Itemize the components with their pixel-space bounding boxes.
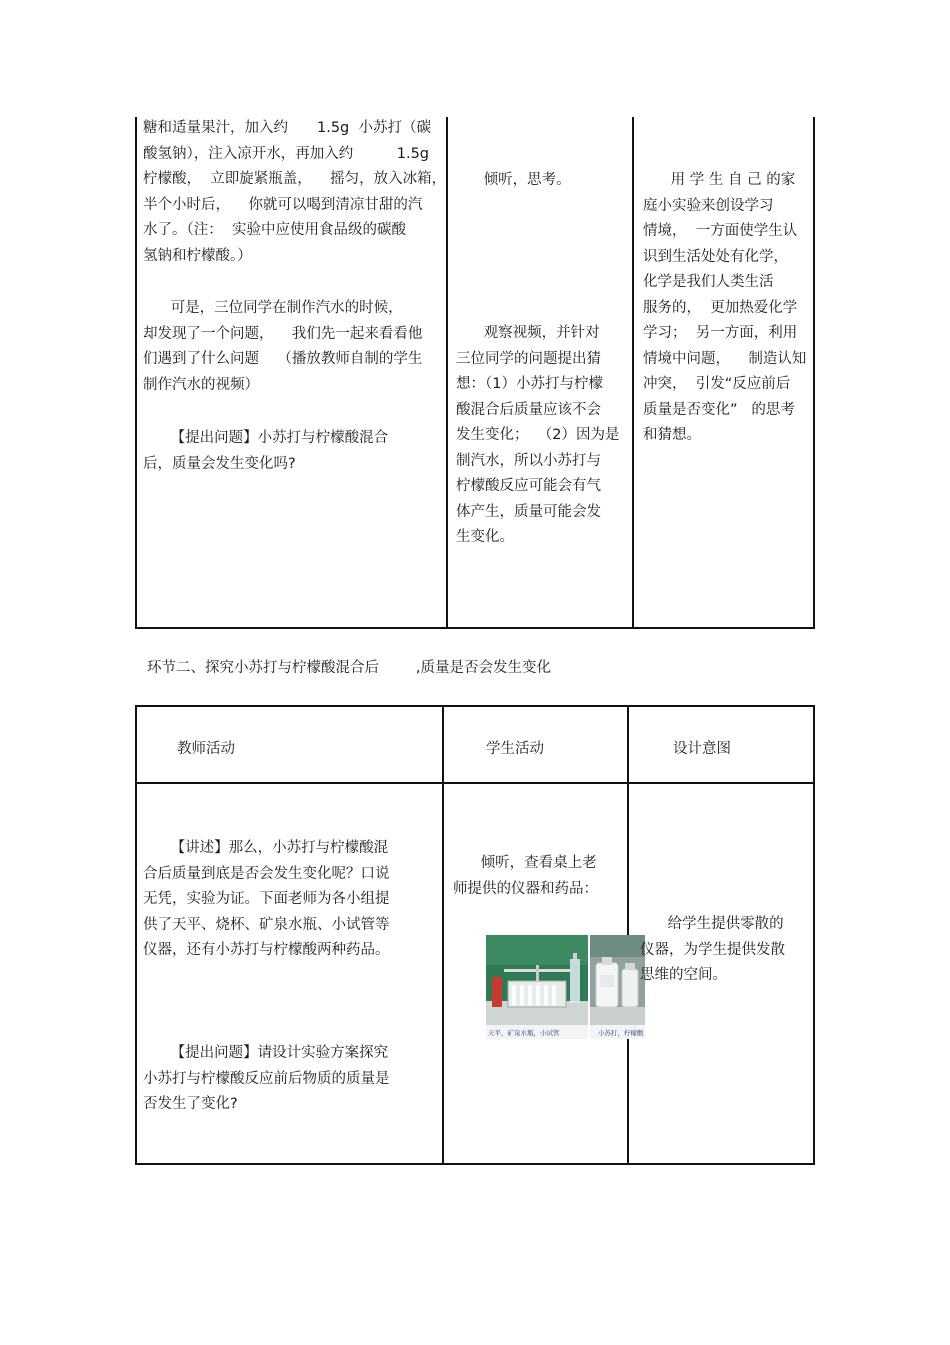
text-line: 观察视频，并针对: [456, 325, 600, 341]
text-line: 生变化。: [456, 529, 514, 545]
text-line: 想：（1）小苏打与柠檬: [456, 376, 603, 392]
text-line: 冲突， 引发“反应前后: [643, 376, 791, 392]
chemicals-photo-image: [590, 935, 645, 1039]
text-line: 发生变化； （2）因为是: [456, 427, 620, 443]
section-heading: 环节二、探究小苏打与柠檬酸混合后 ,质量是否会发生变化: [147, 660, 551, 676]
text-line: 服务的， 更加热爱化学: [643, 299, 798, 316]
text-line: 却发现了一个问题， 我们先一起来看看他: [143, 325, 423, 342]
table-1-divider-1: [446, 117, 448, 628]
text-line: 否发生了变化?: [143, 1096, 238, 1112]
text-line: 酸混合后质量应该不会: [456, 401, 601, 418]
table-2-right-border: [813, 705, 815, 1165]
text-line: 倾听，查看桌上老: [453, 855, 597, 871]
text-line: 给学生提供零散的: [640, 916, 784, 932]
balance-equipment-photo: [486, 935, 588, 1039]
text-line: 酸氢钠），注入凉开水，再加入约 1.5g: [143, 145, 430, 162]
text-line: 和猜想。: [643, 427, 701, 443]
text-line: 化学是我们人类生活: [643, 274, 774, 290]
text-line: 们遇到了什么问题 （播放教师自制的学生: [143, 351, 423, 367]
text-line: 制汽水，所以小苏打与: [456, 452, 601, 469]
text-line: 【讲述】那么，小苏打与柠檬酸混: [143, 840, 389, 856]
text-line: 仪器，还有小苏打与柠檬酸两种药品。: [143, 942, 390, 958]
table-2-divider-1: [442, 705, 444, 1165]
text-line: 合后质量到底是否会发生变化呢？口说: [143, 865, 390, 882]
text-line: 半个小时后， 你就可以喝到清凉甘甜的汽: [143, 196, 423, 213]
balance-equipment-photo-image: [486, 935, 588, 1039]
photo-caption: 小苏打，柠檬酸: [598, 1029, 644, 1037]
text-line: 思维的空间。: [640, 967, 727, 983]
text-line: 庭小实验来创设学习: [643, 197, 774, 214]
text-line: 糖和适量果汁，加入约 1.5g 小苏打（碳: [143, 120, 431, 136]
text-line: 小苏打与柠檬酸反应前后物质的质量是: [143, 1070, 390, 1087]
text-line: 用 学 生 自 己 的家: [643, 172, 796, 188]
table-1-right-border: [813, 117, 815, 628]
table-2-left-border: [135, 705, 137, 1165]
text-line: 【提出问题】小苏打与柠檬酸混合: [143, 430, 389, 446]
table-1-divider-2: [632, 117, 634, 628]
text-line: 柠檬酸反应可能会有气: [456, 478, 601, 494]
text-line: 体产生，质量可能会发: [456, 503, 601, 520]
text-line: 师提供的仪器和药品：: [453, 880, 598, 897]
table-1-bottom-border: [135, 627, 815, 629]
table-1-left-border: [135, 117, 137, 628]
text-line: 【提出问题】请设计实验方案探究: [143, 1045, 389, 1061]
photo-caption: 天平，矿泉水瓶，小试管: [488, 1029, 560, 1037]
text-line: 质量是否变化” 的思考: [643, 401, 795, 418]
text-line: 柠檬酸， 立即旋紧瓶盖， 摇匀，放入冰箱，: [143, 171, 447, 187]
text-line: 学习； 另一方面，利用: [643, 325, 798, 341]
text-line: 无凭，实验为证。下面老师为各小组提: [143, 891, 390, 907]
text-line: 三位同学的问题提出猜: [456, 350, 601, 367]
text-line: 情境中问题， 制造认知: [643, 350, 807, 367]
column-header-student: 学生活动: [486, 741, 544, 757]
text-line: 后，质量会发生变化吗?: [143, 455, 296, 472]
text-line: 识到生活处处有化学，: [643, 248, 788, 265]
table-2-top-border: [135, 705, 815, 707]
table-2-header-divider: [135, 782, 815, 784]
chemicals-photo: [590, 935, 645, 1039]
text-line: 倾听，思考。: [456, 172, 571, 188]
text-line: 供了天平、烧杯、矿泉水瓶、小试管等: [143, 916, 390, 933]
text-line: 情境， 一方面使学生认: [643, 223, 798, 239]
text-line: 氢钠和柠檬酸。）: [143, 247, 252, 264]
text-line: 水了。（注： 实验中应使用食品级的碳酸: [143, 222, 406, 238]
table-2-bottom-border: [135, 1163, 815, 1165]
text-line: 可是，三位同学在制作汽水的时候，: [143, 300, 403, 316]
column-header-teacher: 教师活动: [177, 741, 235, 757]
text-line: 制作汽水的视频）: [143, 376, 259, 393]
text-line: 仪器，为学生提供发散: [640, 941, 785, 958]
column-header-design: 设计意图: [673, 741, 731, 757]
